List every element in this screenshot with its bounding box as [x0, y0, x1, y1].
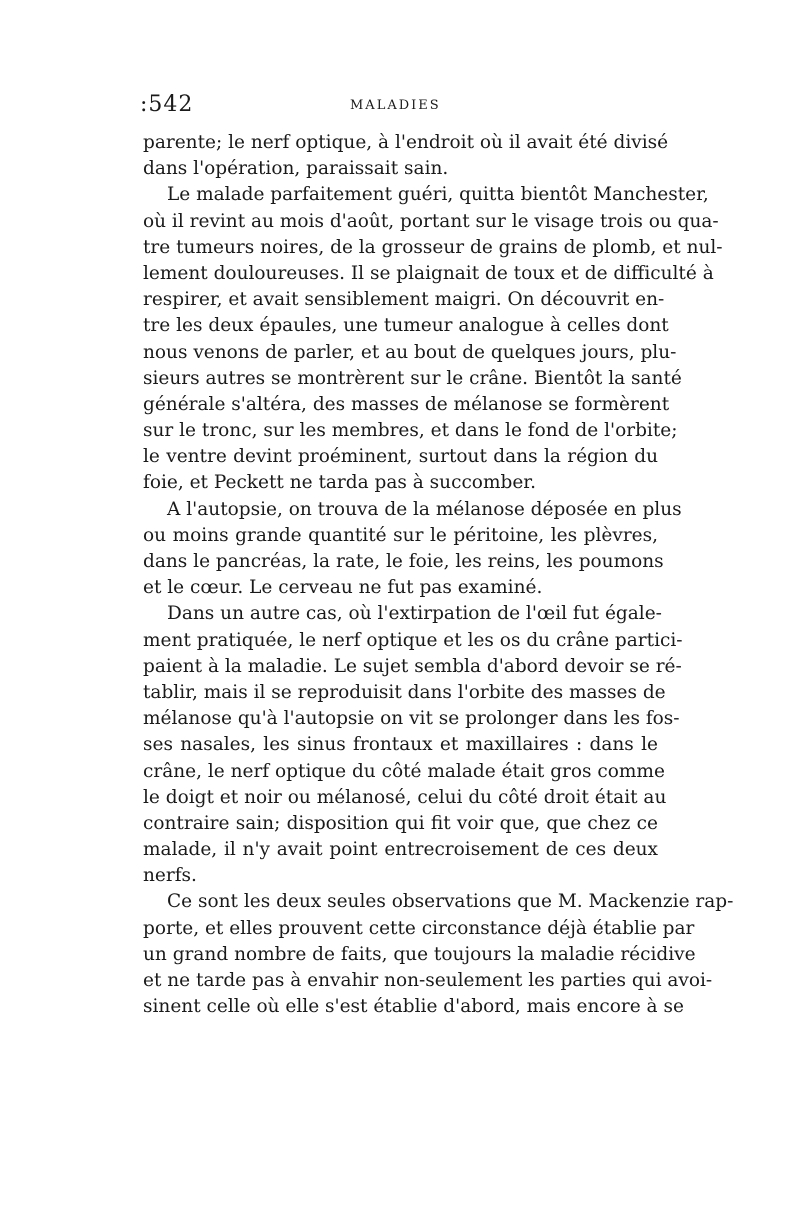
- text-line: crâne, le nerf optique du côté malade était gros comme: [143, 760, 665, 782]
- text-line: paient à la maladie. Le sujet sembla d'abord devoir se ré-: [143, 655, 682, 677]
- text-line: nous venons de parler, et au bout de quelques jours, plu-: [143, 341, 677, 363]
- text-line: mélanose qu'à l'autopsie on vit se prolonger dans les fos-: [143, 708, 680, 730]
- paragraph-continuation: [143, 130, 669, 182]
- text-line: tablir, mais il se reproduisit dans l'orbite des masses de: [143, 681, 666, 703]
- text-line: dans l'opération, paraissait sain.: [143, 158, 449, 180]
- text-line: respirer, et avait sensiblement maigri. On découvrit en-: [143, 289, 665, 311]
- text-line: le ventre devint proéminent, surtout dans la région du: [143, 446, 658, 468]
- text-line: générale s'altéra, des masses de mélanose se formèrent: [143, 393, 670, 415]
- text-line: sinent celle où elle s'est établie d'abord, mais encore à se: [143, 996, 684, 1018]
- paragraph-patient-relapse: [143, 182, 723, 496]
- text-line: parente; le nerf optique, à l'endroit où il avait été divisé: [143, 132, 669, 153]
- page-body: [143, 130, 734, 1020]
- text-line: sieurs autres se montrèrent sur le crâne. Bientôt la santé: [143, 367, 682, 389]
- running-head: MALADIES: [350, 98, 441, 113]
- text-line: et le cœur. Le cerveau ne fut pas examiné.: [143, 577, 543, 599]
- page-number: :542: [140, 92, 194, 117]
- text-line: un grand nombre de faits, que toujours la maladie récidive: [143, 943, 696, 965]
- text-line: le doigt et noir ou mélanosé, celui du côté droit était au: [143, 786, 667, 808]
- text-line: porte, et elles prouvent cette circonstance déjà établie par: [143, 917, 695, 939]
- text-line: ses nasales, les sinus frontaux et maxillaires : dans le: [143, 734, 658, 756]
- text-line: Le malade parfaitement guéri, quitta bientôt Manchester,: [167, 184, 709, 206]
- text-line: A l'autopsie, on trouva de la mélanose déposée en plus: [167, 498, 682, 520]
- text-line: et ne tarde pas à envahir non-seulement les parties qui avoi-: [143, 970, 713, 991]
- text-line: nerfs.: [143, 865, 197, 887]
- text-line: malade, il n'y avait point entrecroisement de ces deux: [143, 839, 658, 861]
- text-line: dans le pancréas, la rate, le foie, les reins, les poumons: [143, 551, 664, 572]
- paragraph-second-case: [143, 601, 683, 889]
- text-line: tre les deux épaules, une tumeur analogue à celles dont: [143, 315, 669, 337]
- paragraph-autopsy: [143, 497, 682, 602]
- paragraph-conclusion: [143, 889, 734, 1020]
- page-header: [140, 92, 660, 122]
- text-line: foie, et Peckett ne tarda pas à succomber.: [143, 472, 536, 494]
- text-line: où il revint au mois d'août, portant sur le visage trois ou qua-: [143, 210, 719, 232]
- text-line: Ce sont les deux seules observations que M. Mackenzie rap-: [167, 891, 734, 913]
- text-line: sur le tronc, sur les membres, et dans le fond de l'orbite;: [143, 420, 678, 442]
- text-line: Dans un autre cas, où l'extirpation de l'œil fut égale-: [167, 603, 662, 625]
- text-line: lement douloureuses. Il se plaignait de toux et de difficulté à: [143, 262, 714, 284]
- text-line: ment pratiquée, le nerf optique et les os du crâne partici-: [143, 629, 683, 651]
- text-line: tre tumeurs noires, de la grosseur de grains de plomb, et nul-: [143, 236, 723, 258]
- text-line: ou moins grande quantité sur le péritoine, les plèvres,: [143, 524, 658, 546]
- text-line: contraire sain; disposition qui fit voir que, que chez ce: [143, 812, 658, 834]
